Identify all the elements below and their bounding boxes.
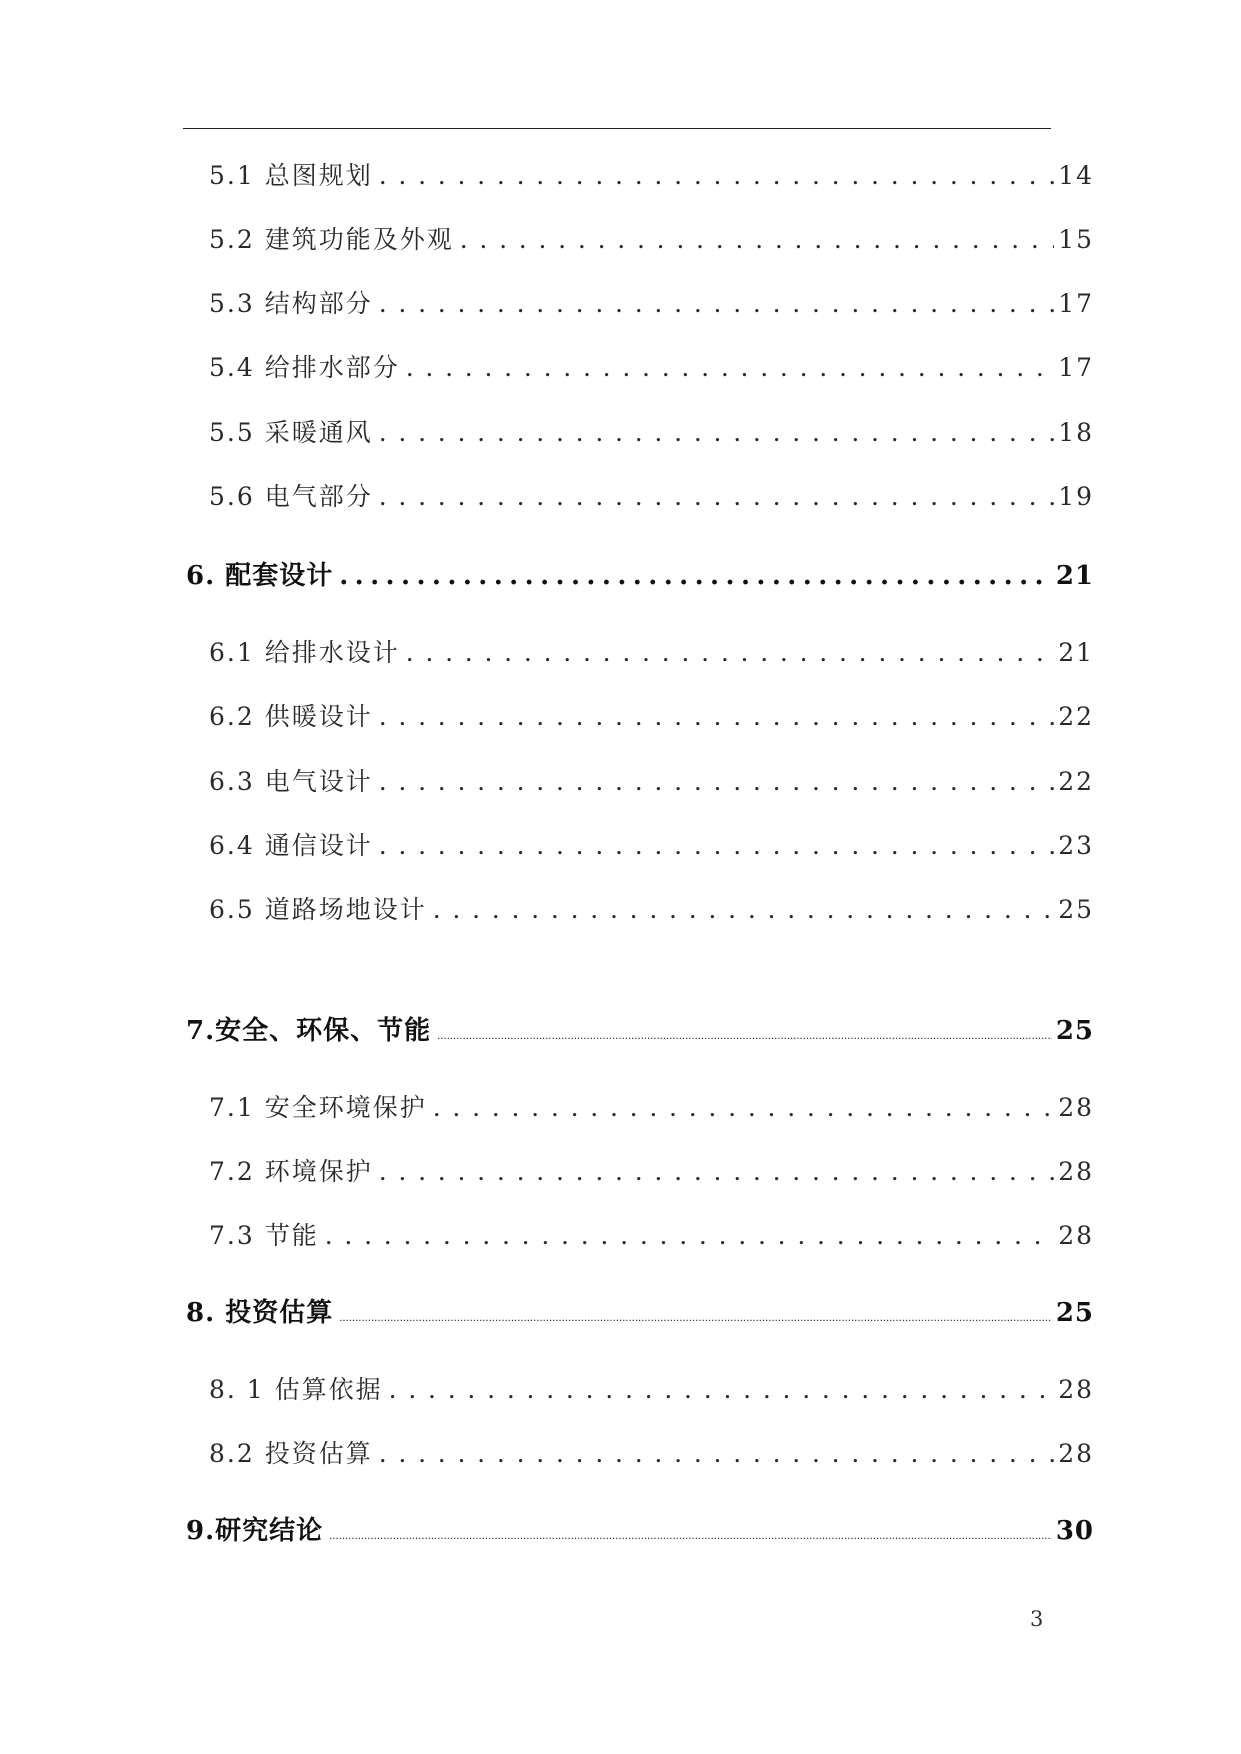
toc-entry-page: 28: [1058, 1093, 1094, 1122]
toc-chapter-page: 25: [1055, 1298, 1094, 1328]
toc-leader: [379, 289, 1054, 318]
toc-chapter-page: 25: [1055, 1016, 1094, 1046]
toc-leader: [339, 1298, 1052, 1328]
toc-chapter-label: 6. 配套设计: [186, 561, 334, 591]
toc-entry[interactable]: [209, 1088, 1094, 1124]
toc-entry-label: 5.1 总图规划: [209, 161, 373, 190]
toc-leader: [379, 1157, 1054, 1186]
toc-leader: [433, 895, 1054, 924]
toc-entry-page: 28: [1058, 1439, 1094, 1468]
toc-entry[interactable]: [209, 284, 1094, 320]
toc-chapter[interactable]: [186, 1292, 1094, 1329]
toc-entry-label: 7.2 环境保护: [209, 1157, 373, 1186]
toc-leader: [379, 482, 1054, 511]
toc-entry-page: 14: [1058, 161, 1094, 190]
toc-leader: [433, 1093, 1054, 1122]
toc-leader: [339, 561, 1052, 591]
toc-entry-label: 6.3 电气设计: [209, 767, 373, 796]
toc-entry[interactable]: [209, 1216, 1094, 1252]
toc-entry-label: 8.2 投资估算: [209, 1439, 373, 1468]
toc-leader: [379, 1439, 1054, 1468]
toc-entry[interactable]: [209, 1152, 1094, 1188]
toc-entry-label: 5.6 电气部分: [209, 482, 373, 511]
toc-leader: [460, 225, 1054, 254]
toc-entry[interactable]: [209, 1434, 1094, 1470]
toc-chapter-page: 21: [1055, 561, 1094, 591]
toc-entry-page: 17: [1058, 289, 1094, 318]
toc-leader: [406, 353, 1054, 382]
toc-entry[interactable]: [209, 1370, 1094, 1406]
toc-leader: [406, 638, 1054, 667]
toc-leader: [379, 161, 1054, 190]
toc-entry[interactable]: [209, 156, 1094, 192]
toc-entry-page: 19: [1058, 482, 1094, 511]
toc-entry[interactable]: [209, 762, 1094, 798]
toc-entry-page: 17: [1058, 353, 1094, 382]
toc-leader: [389, 1375, 1055, 1404]
toc-leader: [437, 1016, 1052, 1046]
toc-entry-page: 28: [1058, 1375, 1094, 1404]
toc-leader: [325, 1221, 1054, 1250]
toc-entry[interactable]: [209, 413, 1094, 449]
toc-entry-label: 5.3 结构部分: [209, 289, 373, 318]
header-rule: [183, 128, 1051, 129]
toc-entry[interactable]: [209, 633, 1094, 669]
toc-entry[interactable]: [209, 826, 1094, 862]
toc-entry-page: 28: [1058, 1221, 1094, 1250]
toc-leader: [379, 418, 1054, 447]
toc-entry-label: 7.3 节能: [209, 1221, 319, 1250]
toc-chapter-label: 9.研究结论: [186, 1516, 324, 1546]
toc-entry-page: 28: [1058, 1157, 1094, 1186]
toc-entry-page: 22: [1058, 767, 1094, 796]
toc-entry-page: 22: [1058, 702, 1094, 731]
toc-leader: [379, 702, 1054, 731]
toc-entry-page: 25: [1058, 895, 1094, 924]
toc-entry-page: 18: [1058, 418, 1094, 447]
toc-entry-label: 6.4 通信设计: [209, 831, 373, 860]
toc-entry[interactable]: [209, 697, 1094, 733]
toc-leader: [379, 767, 1054, 796]
toc-entry-page: 15: [1058, 225, 1094, 254]
toc-chapter-page: 30: [1055, 1516, 1094, 1546]
toc-chapter[interactable]: [186, 1510, 1094, 1547]
toc-entry[interactable]: [209, 890, 1094, 926]
toc-entry[interactable]: [209, 220, 1094, 256]
toc-entry-label: 5.4 给排水部分: [209, 353, 400, 382]
toc-entry-label: 7.1 安全环境保护: [209, 1093, 427, 1122]
toc-entry-label: 6.1 给排水设计: [209, 638, 400, 667]
toc-entry-label: 5.2 建筑功能及外观: [209, 225, 454, 254]
toc-entry[interactable]: [209, 477, 1094, 513]
toc-leader: [329, 1516, 1052, 1546]
toc-entry-label: 6.5 道路场地设计: [209, 895, 427, 924]
toc-entry-label: 6.2 供暖设计: [209, 702, 373, 731]
toc-chapter-label: 7.安全、环保、节能: [186, 1016, 432, 1046]
toc-entry-page: 23: [1058, 831, 1094, 860]
toc-chapter-label: 8. 投资估算: [186, 1298, 334, 1328]
toc-entry-label: 5.5 采暖通风: [209, 418, 373, 447]
toc-chapter[interactable]: [186, 1010, 1094, 1047]
toc-chapter[interactable]: [186, 555, 1094, 592]
page-number: 3: [1030, 1607, 1044, 1631]
toc-leader: [379, 831, 1054, 860]
toc-entry-page: 21: [1058, 638, 1094, 667]
toc-entry-label: 8. 1 估算依据: [209, 1375, 383, 1404]
toc-entry[interactable]: [209, 348, 1094, 384]
